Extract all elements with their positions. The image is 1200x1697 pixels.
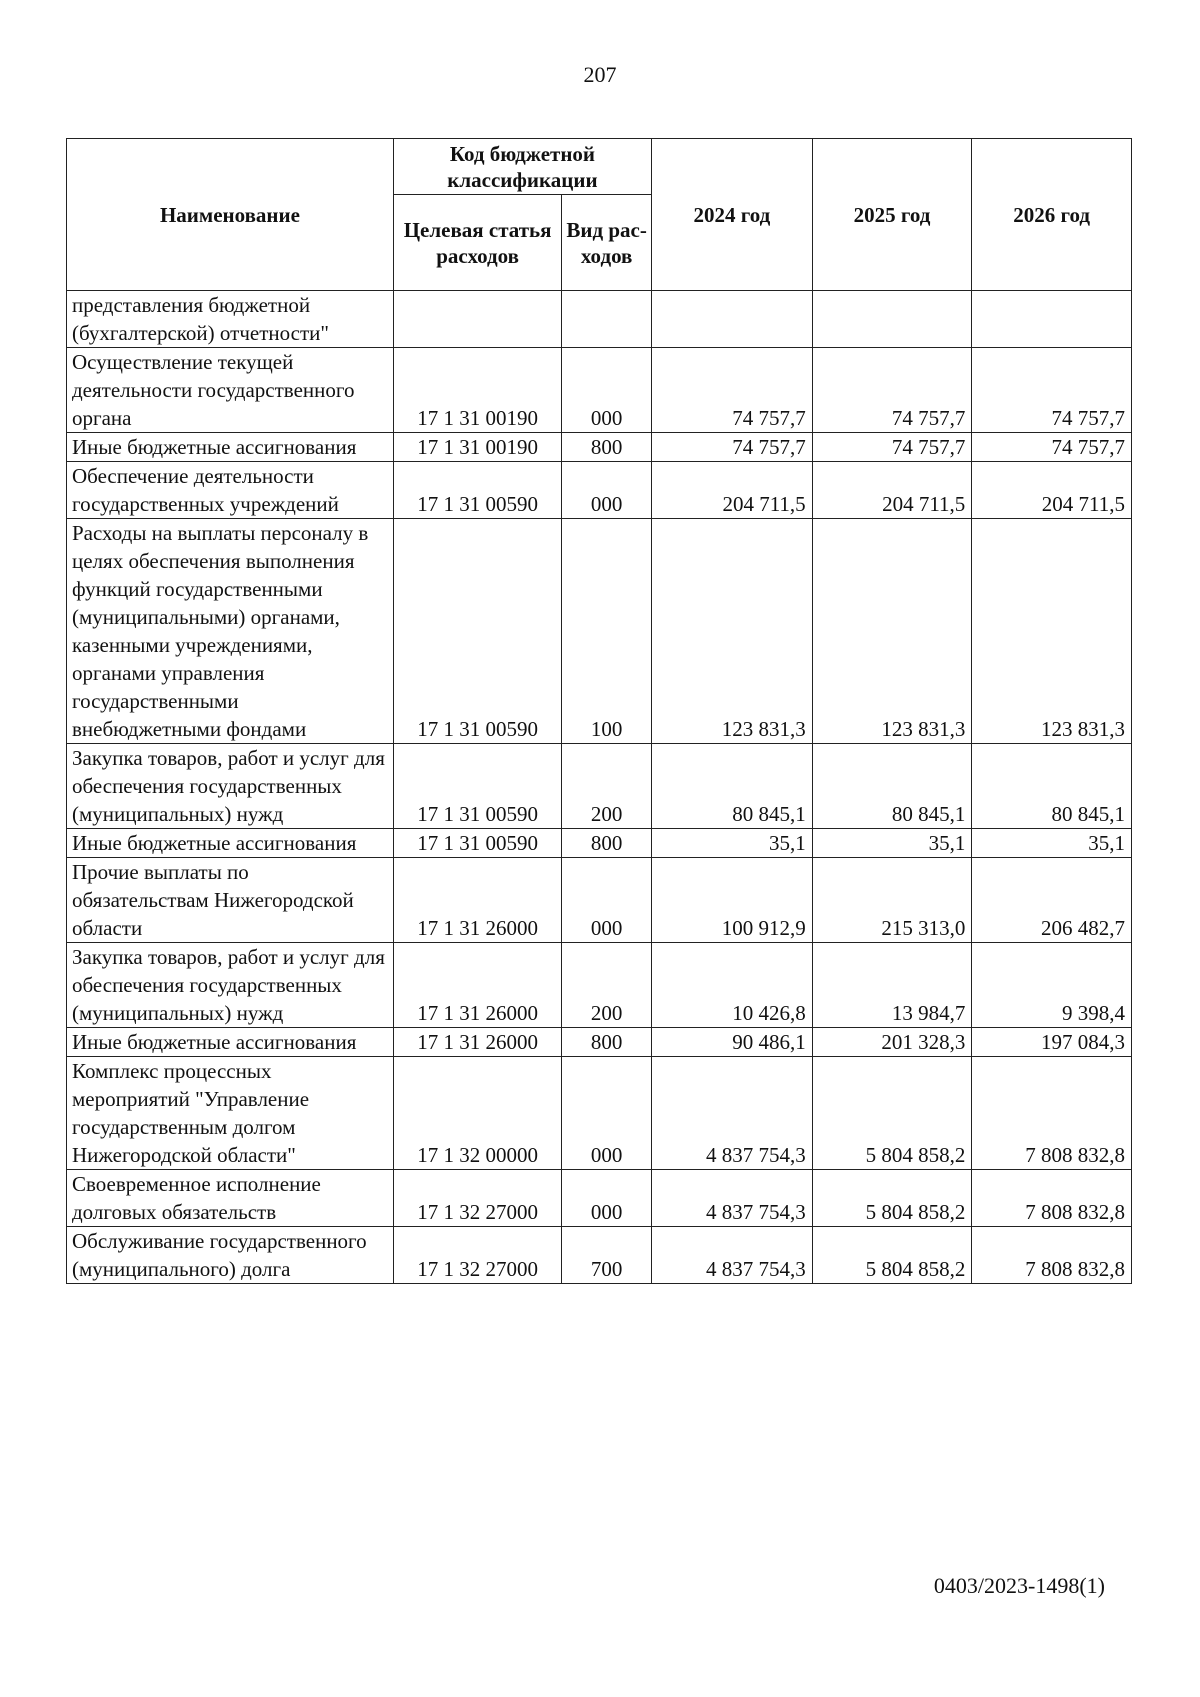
cell-name: Иные бюджетные ассигнования [67, 829, 394, 858]
cell-y2024: 4 837 754,3 [651, 1057, 812, 1170]
table-row [67, 744, 1132, 829]
cell-y2026: 74 757,7 [972, 348, 1132, 433]
cell-y2025: 74 757,7 [812, 348, 972, 433]
table-body [67, 291, 1132, 1284]
cell-kind: 000 [562, 858, 652, 943]
cell-kind: 700 [562, 1227, 652, 1284]
cell-y2024: 123 831,3 [651, 519, 812, 744]
cell-target: 17 1 32 27000 [393, 1170, 561, 1227]
cell-y2026: 197 084,3 [972, 1028, 1132, 1057]
cell-y2025: 5 804 858,2 [812, 1057, 972, 1170]
cell-target: 17 1 31 00590 [393, 744, 561, 829]
table-row [67, 291, 1132, 348]
header-2024: 2024 год [651, 139, 812, 291]
cell-y2025: 123 831,3 [812, 519, 972, 744]
table-row [67, 1028, 1132, 1057]
cell-y2024: 100 912,9 [651, 858, 812, 943]
cell-kind: 000 [562, 1057, 652, 1170]
cell-y2025: 35,1 [812, 829, 972, 858]
cell-y2026: 7 808 832,8 [972, 1227, 1132, 1284]
table-row [67, 462, 1132, 519]
cell-target: 17 1 31 00190 [393, 433, 561, 462]
table-row [67, 1227, 1132, 1284]
cell-y2024: 80 845,1 [651, 744, 812, 829]
table-row [67, 829, 1132, 858]
cell-y2026: 74 757,7 [972, 433, 1132, 462]
cell-name: Обеспечение деятельности государственных учреждений [67, 462, 394, 519]
table-row [67, 1057, 1132, 1170]
page-number: 207 [583, 62, 617, 87]
cell-y2025: 5 804 858,2 [812, 1227, 972, 1284]
cell-y2026: 35,1 [972, 829, 1132, 858]
cell-y2025 [812, 291, 972, 348]
header-kind: Вид рас-ходов [562, 195, 652, 291]
cell-y2024: 10 426,8 [651, 943, 812, 1028]
cell-name: Закупка товаров, работ и услуг для обеспечения государственных (муниципальных) нужд [67, 943, 394, 1028]
cell-y2025: 74 757,7 [812, 433, 972, 462]
cell-y2025: 80 845,1 [812, 744, 972, 829]
cell-kind: 200 [562, 943, 652, 1028]
cell-y2024: 35,1 [651, 829, 812, 858]
cell-y2024: 4 837 754,3 [651, 1170, 812, 1227]
table-row [67, 1170, 1132, 1227]
cell-y2025: 204 711,5 [812, 462, 972, 519]
header-bcc: Код бюджетной классификации [393, 139, 651, 195]
cell-kind: 800 [562, 433, 652, 462]
cell-y2026 [972, 291, 1132, 348]
header-2026: 2026 год [972, 139, 1132, 291]
cell-y2024: 74 757,7 [651, 433, 812, 462]
cell-y2025: 5 804 858,2 [812, 1170, 972, 1227]
cell-name: Своевременное исполнение долговых обязательств [67, 1170, 394, 1227]
cell-name: Закупка товаров, работ и услуг для обеспечения государственных (муниципальных) нужд [67, 744, 394, 829]
cell-y2024: 204 711,5 [651, 462, 812, 519]
cell-kind: 800 [562, 829, 652, 858]
budget-table [66, 138, 1132, 1284]
cell-name: представления бюджетной (бухгалтерской) отчетности" [67, 291, 394, 348]
cell-kind: 000 [562, 348, 652, 433]
cell-name: Прочие выплаты по обязательствам Нижегородской области [67, 858, 394, 943]
table-row [67, 519, 1132, 744]
cell-y2024 [651, 291, 812, 348]
cell-name: Осуществление текущей деятельности государственного органа [67, 348, 394, 433]
cell-target: 17 1 32 27000 [393, 1227, 561, 1284]
table-row [67, 943, 1132, 1028]
table-row [67, 858, 1132, 943]
cell-target: 17 1 31 00590 [393, 462, 561, 519]
cell-y2025: 13 984,7 [812, 943, 972, 1028]
document-code: 0403/2023-1498(1) [933, 1573, 1105, 1598]
cell-name: Обслуживание государственного (муниципального) долга [67, 1227, 394, 1284]
cell-name: Комплекс процессных мероприятий "Управление государственным долгом Нижегородской области" [67, 1057, 394, 1170]
cell-kind: 100 [562, 519, 652, 744]
cell-kind [562, 291, 652, 348]
header-target: Целевая статья расходов [393, 195, 561, 291]
cell-target: 17 1 31 26000 [393, 1028, 561, 1057]
cell-kind: 000 [562, 462, 652, 519]
cell-y2025: 201 328,3 [812, 1028, 972, 1057]
header-2025: 2025 год [812, 139, 972, 291]
cell-y2026: 123 831,3 [972, 519, 1132, 744]
cell-y2024: 4 837 754,3 [651, 1227, 812, 1284]
cell-target: 17 1 31 26000 [393, 943, 561, 1028]
cell-y2024: 90 486,1 [651, 1028, 812, 1057]
cell-kind: 000 [562, 1170, 652, 1227]
cell-target: 17 1 31 00190 [393, 348, 561, 433]
cell-kind: 200 [562, 744, 652, 829]
cell-y2026: 7 808 832,8 [972, 1170, 1132, 1227]
cell-y2025: 215 313,0 [812, 858, 972, 943]
table-row [67, 433, 1132, 462]
cell-target: 17 1 31 00590 [393, 519, 561, 744]
cell-target: 17 1 32 00000 [393, 1057, 561, 1170]
cell-target: 17 1 31 26000 [393, 858, 561, 943]
cell-y2026: 7 808 832,8 [972, 1057, 1132, 1170]
table-row [67, 348, 1132, 433]
cell-target: 17 1 31 00590 [393, 829, 561, 858]
cell-y2026: 204 711,5 [972, 462, 1132, 519]
header-name: Наименование [67, 139, 394, 291]
cell-y2024: 74 757,7 [651, 348, 812, 433]
cell-y2026: 9 398,4 [972, 943, 1132, 1028]
cell-name: Расходы на выплаты персоналу в целях обеспечения выполнения функций государственными (муниципальными) органами, казенными учреждениями, органами управления государственными внебюджетными фондами [67, 519, 394, 744]
cell-name: Иные бюджетные ассигнования [67, 433, 394, 462]
cell-target [393, 291, 561, 348]
cell-name: Иные бюджетные ассигнования [67, 1028, 394, 1057]
cell-y2026: 80 845,1 [972, 744, 1132, 829]
cell-kind: 800 [562, 1028, 652, 1057]
cell-y2026: 206 482,7 [972, 858, 1132, 943]
